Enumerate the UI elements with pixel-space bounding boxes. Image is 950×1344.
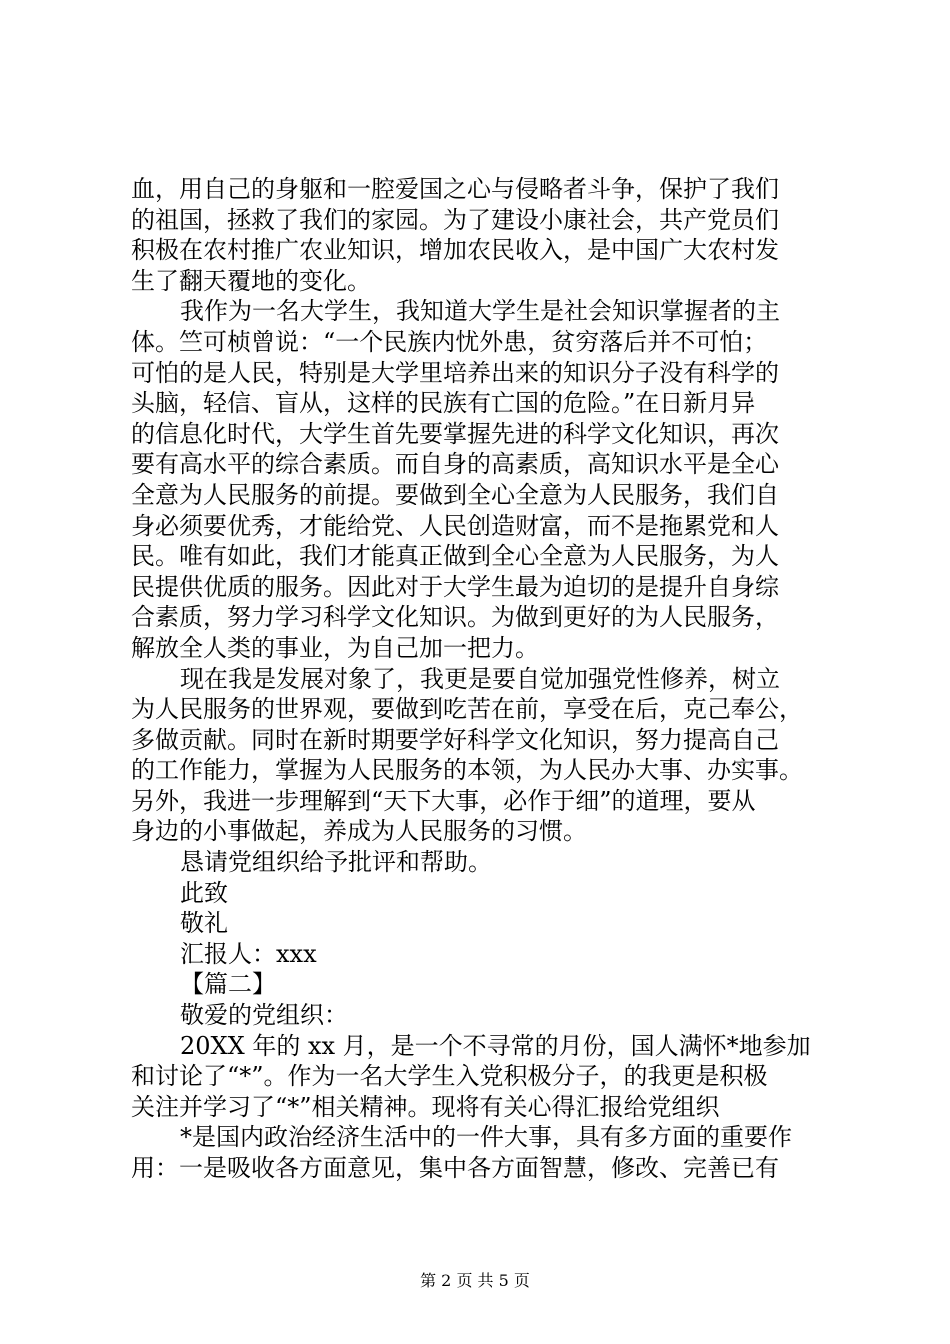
text-line: 和讨论了“*”。作为一名大学生入党积极分子，的我更是积极 [131, 1062, 768, 1091]
text-line: 的信息化时代，大学生首先要掌握先进的科学文化知识，再次 [131, 419, 779, 448]
text-line: 民提供优质的服务。因此对于大学生最为迫切的是提升自身综 [131, 572, 779, 601]
text-line: 身边的小事做起，养成为人民服务的习惯。 [131, 817, 587, 846]
text-line: 血，用自己的身躯和一腔爱国之心与侵略者斗争，保护了我们 [131, 175, 779, 203]
text-line: 头脑，轻信、盲从，这样的民族有亡国的危险。”在日新月异 [131, 389, 756, 418]
text-line: 身必须要优秀，才能给党、人民创造财富，而不是拖累党和人 [131, 511, 779, 540]
text-line: 20XX 年的 xx 月，是一个不寻常的月份，国人满怀*地参加 [180, 1031, 811, 1060]
text-line: 另外，我进一步理解到“天下大事，必作于细”的道理，要从 [131, 786, 756, 815]
text-line: 全意为人民服务的前提。要做到全心全意为人民服务，我们自 [131, 480, 779, 509]
text-line: 敬爱的党组织： [180, 1001, 348, 1030]
text-line: 【篇二】 [180, 970, 276, 999]
document-body [131, 174, 831, 1184]
text-line: 的工作能力，掌握为人民服务的本领，为人民办大事、办实事。 [131, 756, 803, 785]
text-line: 敬礼 [180, 909, 228, 938]
text-line: 要有高水平的综合素质。而自身的高素质，高知识水平是全心 [131, 450, 779, 479]
text-line: 积极在农村推广农业知识，增加农民收入，是中国广大农村发 [131, 236, 779, 265]
text-line: 现在我是发展对象了，我更是要自觉加强党性修养，树立 [180, 664, 780, 693]
text-line: 可怕的是人民，特别是大学里培养出来的知识分子没有科学的 [131, 358, 779, 387]
text-line: 用：一是吸收各方面意见，集中各方面智慧，修改、完善已有 [131, 1154, 779, 1182]
text-line: 合素质，努力学习科学文化知识。为做到更好的为人民服务， [131, 603, 779, 632]
text-line: 多做贡献。同时在新时期要学好科学文化知识，努力提高自己 [131, 725, 779, 754]
text-line: 汇报人：xxx [180, 939, 317, 968]
text-line: 此致 [180, 878, 228, 907]
text-line: *是国内政治经济生活中的一件大事，具有多方面的重要作 [180, 1123, 792, 1152]
text-line: 解放全人类的事业，为自己加一把力。 [131, 633, 539, 662]
text-line: 的祖国，拯救了我们的家园。为了建设小康社会，共产党员们 [131, 205, 779, 234]
text-line: 体。竺可桢曾说：“一个民族内忧外患，贫穷落后并不可怕； [131, 327, 768, 356]
text-line: 民。唯有如此，我们才能真正做到全心全意为人民服务，为人 [131, 542, 779, 571]
page-footer: 第 2 页 共 5 页 [420, 1271, 530, 1290]
text-line: 关注并学习了“*”相关精神。现将有关心得汇报给党组织 [131, 1092, 720, 1121]
text-line: 我作为一名大学生，我知道大学生是社会知识掌握者的主 [180, 297, 780, 326]
text-line: 为人民服务的世界观，要做到吃苦在前，享受在后，克己奉公， [131, 695, 803, 724]
text-line: 生了翻天覆地的变化。 [131, 266, 371, 295]
text-line: 恳请党组织给予批评和帮助。 [180, 848, 492, 877]
